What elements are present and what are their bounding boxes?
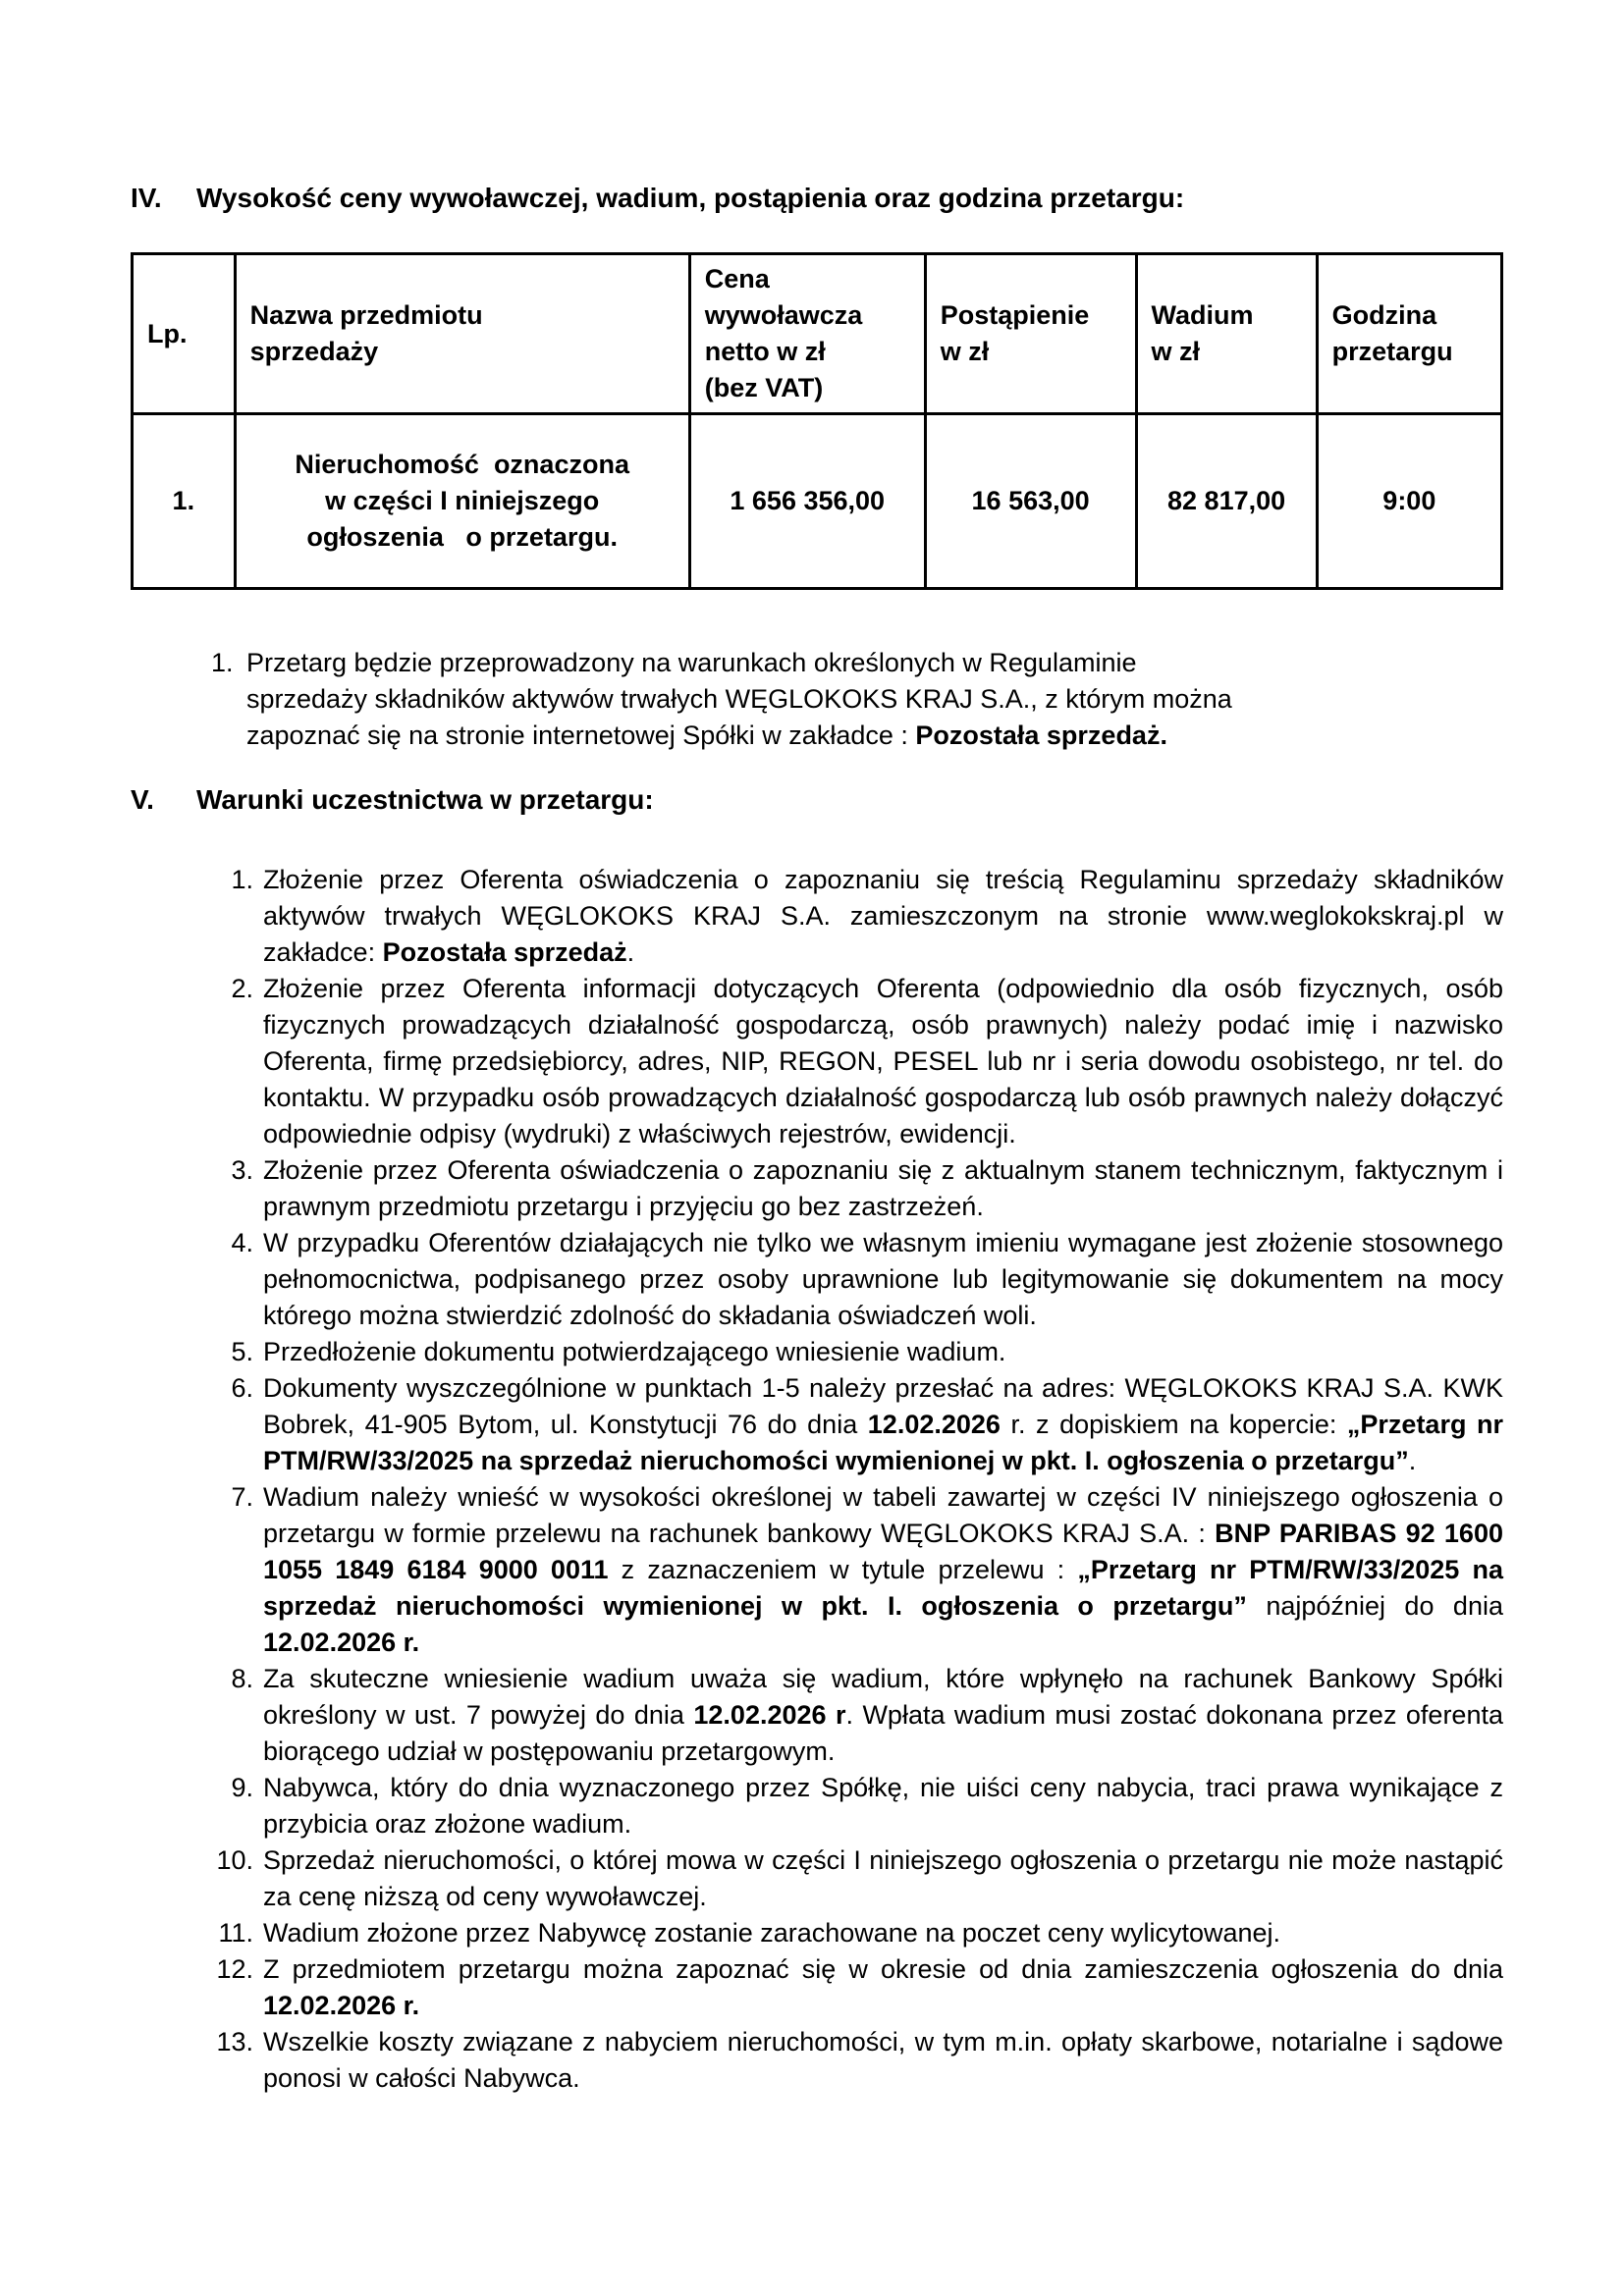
section-v-list bbox=[201, 862, 1503, 2097]
column-header-time: Godzina przetargu bbox=[1317, 254, 1501, 414]
list-item bbox=[201, 1334, 1503, 1370]
intro-item-number: 1. bbox=[211, 648, 234, 677]
list-item bbox=[201, 1225, 1503, 1334]
list-item-number: 13. bbox=[216, 2027, 253, 2056]
column-header-name: Nazwa przedmiotu sprzedaży bbox=[235, 254, 689, 414]
list-item bbox=[201, 1951, 1503, 2024]
cell-time: 9:00 bbox=[1317, 414, 1501, 589]
cell-step: 16 563,00 bbox=[925, 414, 1136, 589]
cell-name-line: Nieruchomość oznaczona bbox=[295, 450, 629, 479]
list-item-number: 11. bbox=[218, 1918, 253, 1948]
list-item-number: 8. bbox=[231, 1664, 253, 1693]
column-header-step: Postąpienie w zł bbox=[925, 254, 1136, 414]
list-item-number: 2. bbox=[231, 974, 253, 1003]
list-item bbox=[201, 1479, 1503, 1661]
cell-lp: 1. bbox=[133, 414, 236, 589]
list-item-text: Wadium złożone przez Nabywcę zostanie zarachowane na poczet ceny wylicytowanej. bbox=[263, 1918, 1281, 1948]
column-header-price: Cena wywoławcza netto w zł (bez VAT) bbox=[689, 254, 925, 414]
cell-name bbox=[235, 414, 689, 589]
list-item bbox=[201, 1842, 1503, 1915]
section-v-title: Warunki uczestnictwa w przetargu: bbox=[196, 784, 654, 815]
intro-item-text: Przetarg będzie przeprowadzony na warunkach określonych w Regulaminie sprzedaży składników aktywów trwałych WĘGLOKOKS KRAJ S.A., z którym można zapoznać się na stronie internetowej Spółki w zakładce : Pozostała sprzedaż. bbox=[246, 648, 1232, 750]
cell-price: 1 656 356,00 bbox=[689, 414, 925, 589]
section-iv-number: IV. bbox=[131, 183, 162, 213]
list-item-text: Nabywca, który do dnia wyznaczonego przez Spółkę, nie uiści ceny nabycia, traci prawa wynikające z przybicia oraz złożone wadium. bbox=[263, 1773, 1503, 1839]
list-item-number: 7. bbox=[231, 1482, 253, 1512]
list-item-text: Z przedmiotem przetargu można zapoznać się w okresie od dnia zamieszczenia ogłoszenia do dnia 12.02.2026 r. bbox=[263, 1954, 1503, 2020]
list-item-text: Wszelkie koszty związane z nabyciem nieruchomości, w tym m.in. opłaty skarbowe, notarialne i sądowe ponosi w całości Nabywca. bbox=[263, 2027, 1503, 2093]
auction-table bbox=[131, 252, 1503, 590]
column-header-deposit: Wadium w zł bbox=[1136, 254, 1317, 414]
list-item-text: Dokumenty wyszczególnione w punktach 1-5 należy przesłać na adres: WĘGLOKOKS KRAJ S.A. KWK Bobrek, 41-905 Bytom, ul. Konstytucji 76 do dnia 12.02.2026 r. z dopiskiem na kopercie: „Przetarg nr PTM/RW/33/2025 na sprzedaż nieruchomości wymienionej w pkt. I. ogłoszenia o przetargu”. bbox=[263, 1373, 1504, 1475]
list-item bbox=[201, 862, 1503, 971]
list-item-text: Złożenie przez Oferenta oświadczenia o zapoznaniu się z aktualnym stanem technicznym, faktycznym i prawnym przedmiotu przetargu i przyjęciu go bez zastrzeżeń. bbox=[263, 1155, 1503, 1221]
list-item-text: Za skuteczne wniesienie wadium uważa się wadium, które wpłynęło na rachunek Bankowy Spółki określony w ust. 7 powyżej do dnia 12.02.2026 r. Wpłata wadium musi zostać dokonana przez oferenta biorącego udział w postępowaniu przetargowym. bbox=[263, 1664, 1503, 1766]
list-item bbox=[201, 2024, 1503, 2097]
list-item-number: 4. bbox=[231, 1228, 253, 1257]
list-item bbox=[201, 1152, 1503, 1225]
list-item-number: 1. bbox=[231, 865, 253, 894]
cell-deposit: 82 817,00 bbox=[1136, 414, 1317, 589]
intro-item bbox=[211, 645, 1503, 754]
list-item bbox=[201, 1770, 1503, 1842]
cell-name-line: ogłoszenia o przetargu. bbox=[306, 522, 618, 552]
list-item bbox=[201, 971, 1503, 1152]
list-item bbox=[201, 1915, 1503, 1951]
section-iv-title: Wysokość ceny wywoławczej, wadium, postąpienia oraz godzina przetargu: bbox=[196, 183, 1185, 213]
list-item-number: 6. bbox=[231, 1373, 253, 1403]
list-item-text: W przypadku Oferentów działających nie tylko we własnym imieniu wymagane jest złożenie stosownego pełnomocnictwa, podpisanego przez osoby uprawnione lub legitymowanie się dokumentem na mocy którego można stwierdzić zdolność do składania oświadczeń woli. bbox=[263, 1228, 1503, 1330]
section-v-number: V. bbox=[131, 784, 154, 815]
list-item-number: 10. bbox=[216, 1845, 253, 1875]
list-item-number: 5. bbox=[231, 1337, 253, 1366]
cell-name-line: w części I niniejszego bbox=[325, 486, 600, 515]
list-item-text: Przedłożenie dokumentu potwierdzającego wniesienie wadium. bbox=[263, 1337, 1006, 1366]
column-header-lp: Lp. bbox=[133, 254, 236, 414]
list-item bbox=[201, 1370, 1503, 1479]
section-iv-heading bbox=[131, 180, 1503, 217]
section-v-heading bbox=[131, 781, 1503, 819]
list-item-number: 9. bbox=[231, 1773, 253, 1802]
table-row bbox=[133, 414, 1502, 589]
list-item bbox=[201, 1661, 1503, 1770]
list-item-text: Złożenie przez Oferenta informacji dotyczących Oferenta (odpowiednio dla osób fizycznych, osób fizycznych prowadzących działalność gospodarczą, osób prawnych) należy podać imię i nazwisko Oferenta, firmę przedsiębiorcy, adres, NIP, REGON, PESEL lub nr i seria dowodu osobistego, nr tel. do kontaktu. W przypadku osób prowadzących działalność gospodarczą lub osób prawnych należy dołączyć odpowiednie odpisy (wydruki) z właściwych rejestrów, ewidencji. bbox=[263, 974, 1503, 1148]
list-item-number: 3. bbox=[231, 1155, 253, 1185]
list-item-text: Sprzedaż nieruchomości, o której mowa w części I niniejszego ogłoszenia o przetargu nie może nastąpić za cenę niższą od ceny wywoławczej. bbox=[263, 1845, 1503, 1911]
list-item-text: Złożenie przez Oferenta oświadczenia o zapoznaniu się treścią Regulaminu sprzedaży składników aktywów trwałych WĘGLOKOKS KRAJ S.A. zamieszczonym na stronie www.weglokokskraj.pl w zakładce: Pozostała sprzedaż. bbox=[263, 865, 1503, 967]
list-item-number: 12. bbox=[216, 1954, 253, 1984]
table-header-row bbox=[133, 254, 1502, 414]
list-item-text: Wadium należy wnieść w wysokości określonej w tabeli zawartej w części IV niniejszego ogłoszenia o przetargu w formie przelewu na rachunek bankowy WĘGLOKOKS KRAJ S.A. : BNP PARIBAS 92 1600 1055 1849 6184 9000 0011 z zaznaczeniem w tytule przelewu : „Przetarg nr PTM/RW/33/2025 na sprzedaż nieruchomości wymienionej w pkt. I. ogłoszenia o przetargu” najpóźniej do dnia 12.02.2026 r. bbox=[263, 1482, 1503, 1657]
